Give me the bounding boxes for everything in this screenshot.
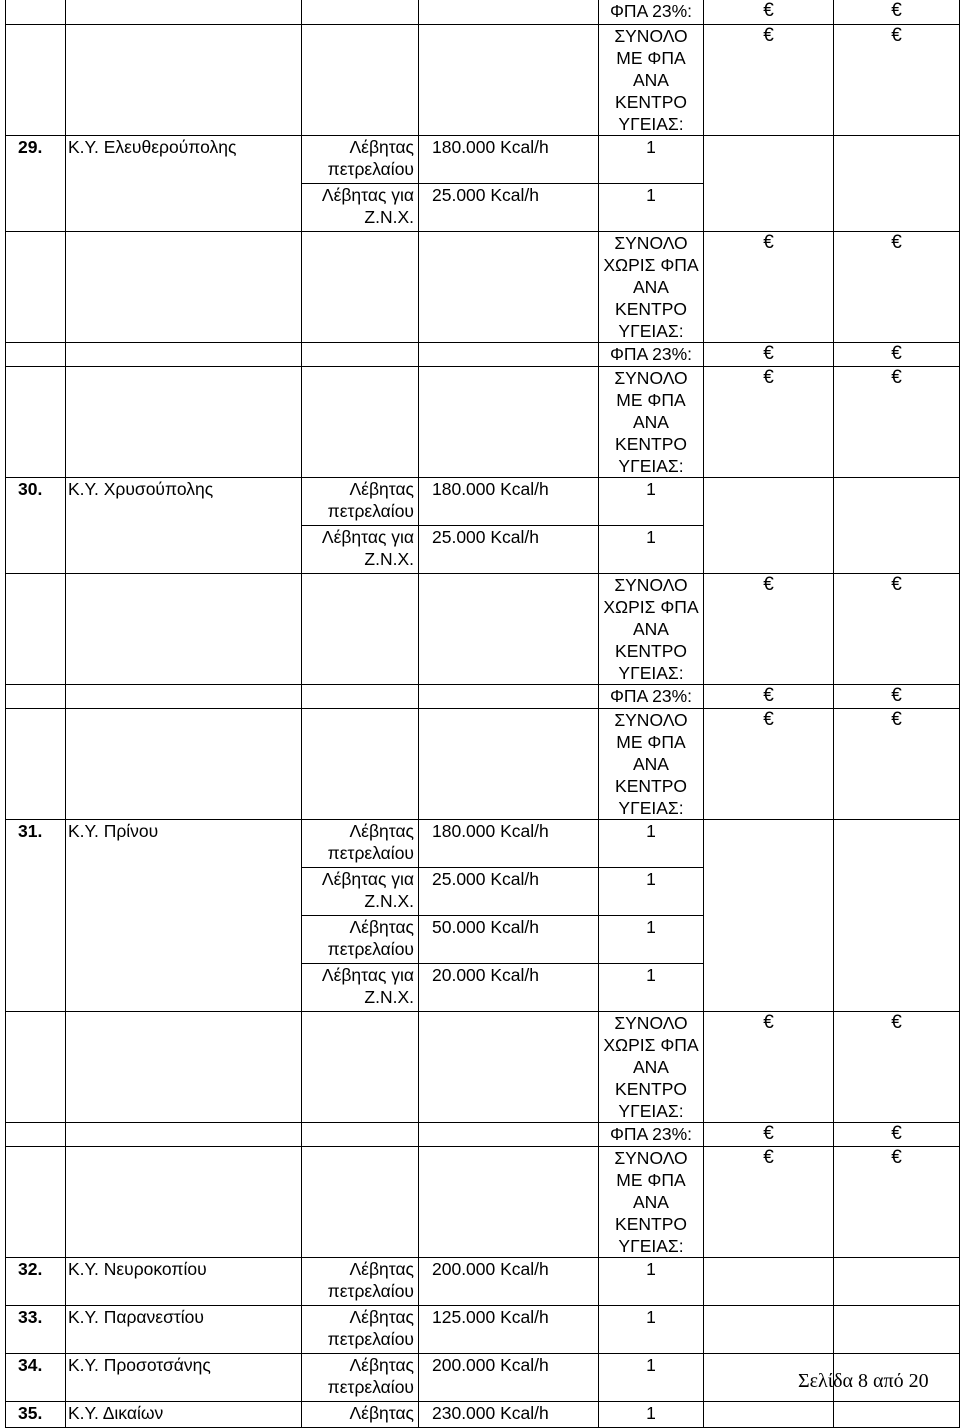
center-number: 29. <box>6 135 66 231</box>
power-value: 180.000 Kcal/h <box>419 819 599 867</box>
center-name: Κ.Υ. Δικαίων <box>66 1401 302 1427</box>
equipment-type: Λέβητας για Ζ.Ν.Χ. <box>302 963 419 1011</box>
equipment-table <box>5 0 960 1428</box>
summary-row-total-without-vat <box>6 573 960 684</box>
euro-symbol: € <box>834 1011 960 1122</box>
center-number: 33. <box>6 1305 66 1353</box>
vat-label: ΦΠΑ 23%: <box>599 1122 704 1146</box>
total-with-vat-label: ΣΥΝΟΛΟ ΜΕ ΦΠΑ ΑΝΑ ΚΕΝΤΡΟ ΥΓΕΙΑΣ: <box>599 24 704 135</box>
euro-symbol: € <box>704 342 834 366</box>
center-name: Κ.Υ. Πρίνου <box>66 819 302 1011</box>
equipment-type: Λέβητας για Ζ.Ν.Χ. <box>302 525 419 573</box>
euro-symbol: € <box>834 24 960 135</box>
total-with-vat-label: ΣΥΝΟΛΟ ΜΕ ΦΠΑ ΑΝΑ ΚΕΝΤΡΟ ΥΓΕΙΑΣ: <box>599 1146 704 1257</box>
euro-symbol: € <box>704 0 834 24</box>
total-without-vat-label: ΣΥΝΟΛΟ ΧΩΡΙΣ ΦΠΑ ΑΝΑ ΚΕΝΤΡΟ ΥΓΕΙΑΣ: <box>599 573 704 684</box>
euro-symbol: € <box>834 366 960 477</box>
quantity: 1 <box>599 1257 704 1305</box>
center-number: 35. <box>6 1401 66 1427</box>
euro-symbol: € <box>704 708 834 819</box>
power-value: 50.000 Kcal/h <box>419 915 599 963</box>
quantity: 1 <box>599 135 704 183</box>
center-number: 31. <box>6 819 66 1011</box>
euro-symbol: € <box>704 573 834 684</box>
euro-symbol: € <box>704 24 834 135</box>
equipment-type: Λέβητας πετρελαίου <box>302 477 419 525</box>
quantity: 1 <box>599 183 704 231</box>
euro-symbol: € <box>704 1146 834 1257</box>
power-value: 230.000 Kcal/h <box>419 1401 599 1427</box>
quantity: 1 <box>599 477 704 525</box>
equipment-type: Λέβητας για Ζ.Ν.Χ. <box>302 867 419 915</box>
summary-row-vat <box>6 342 960 366</box>
euro-symbol: € <box>704 1122 834 1146</box>
vat-label: ΦΠΑ 23%: <box>599 342 704 366</box>
equipment-type: Λέβητας πετρελαίου <box>302 1257 419 1305</box>
center-name: Κ.Υ. Προσοτσάνης <box>66 1353 302 1401</box>
total-without-vat-label: ΣΥΝΟΛΟ ΧΩΡΙΣ ΦΠΑ ΑΝΑ ΚΕΝΤΡΟ ΥΓΕΙΑΣ: <box>599 231 704 342</box>
equipment-type: Λέβητας πετρελαίου <box>302 1353 419 1401</box>
center-number: 32. <box>6 1257 66 1305</box>
center-number: 30. <box>6 477 66 573</box>
euro-symbol: € <box>704 231 834 342</box>
table-row <box>6 477 960 525</box>
euro-symbol: € <box>834 1122 960 1146</box>
quantity: 1 <box>599 1353 704 1401</box>
power-value: 25.000 Kcal/h <box>419 183 599 231</box>
center-name: Κ.Υ. Χρυσούπολης <box>66 477 302 573</box>
summary-row-vat <box>6 1122 960 1146</box>
center-name: Κ.Υ. Ελευθερούπολης <box>66 135 302 231</box>
center-name: Κ.Υ. Νευροκοπίου <box>66 1257 302 1305</box>
euro-symbol: € <box>704 366 834 477</box>
total-with-vat-label: ΣΥΝΟΛΟ ΜΕ ΦΠΑ ΑΝΑ ΚΕΝΤΡΟ ΥΓΕΙΑΣ: <box>599 708 704 819</box>
summary-row-total-with-vat <box>6 1146 960 1257</box>
summary-row-vat <box>6 0 960 24</box>
equipment-type: Λέβητας για Ζ.Ν.Χ. <box>302 183 419 231</box>
euro-symbol: € <box>834 1146 960 1257</box>
power-value: 25.000 Kcal/h <box>419 867 599 915</box>
total-with-vat-label: ΣΥΝΟΛΟ ΜΕ ΦΠΑ ΑΝΑ ΚΕΝΤΡΟ ΥΓΕΙΑΣ: <box>599 366 704 477</box>
center-name: Κ.Υ. Παρανεστίου <box>66 1305 302 1353</box>
euro-symbol: € <box>834 573 960 684</box>
center-number: 34. <box>6 1353 66 1401</box>
quantity: 1 <box>599 867 704 915</box>
euro-symbol: € <box>704 1011 834 1122</box>
quantity: 1 <box>599 1305 704 1353</box>
euro-symbol: € <box>834 231 960 342</box>
table-row <box>6 819 960 867</box>
table-row <box>6 135 960 183</box>
equipment-type: Λέβητας πετρελαίου <box>302 819 419 867</box>
power-value: 180.000 Kcal/h <box>419 135 599 183</box>
euro-symbol: € <box>834 0 960 24</box>
vat-label: ΦΠΑ 23%: <box>599 0 704 24</box>
equipment-type: Λέβητας πετρελαίου <box>302 135 419 183</box>
euro-symbol: € <box>834 342 960 366</box>
summary-row-total-with-vat <box>6 708 960 819</box>
power-value: 125.000 Kcal/h <box>419 1305 599 1353</box>
power-value: 200.000 Kcal/h <box>419 1257 599 1305</box>
euro-symbol: € <box>834 708 960 819</box>
summary-row-total-with-vat <box>6 24 960 135</box>
summary-row-total-with-vat <box>6 366 960 477</box>
power-value: 180.000 Kcal/h <box>419 477 599 525</box>
power-value: 20.000 Kcal/h <box>419 963 599 1011</box>
power-value: 200.000 Kcal/h <box>419 1353 599 1401</box>
table-row <box>6 1401 960 1427</box>
quantity: 1 <box>599 915 704 963</box>
quantity: 1 <box>599 525 704 573</box>
euro-symbol: € <box>704 684 834 708</box>
total-without-vat-label: ΣΥΝΟΛΟ ΧΩΡΙΣ ΦΠΑ ΑΝΑ ΚΕΝΤΡΟ ΥΓΕΙΑΣ: <box>599 1011 704 1122</box>
equipment-type: Λέβητας πετρελαίου <box>302 915 419 963</box>
page-number: Σελίδα 8 από 20 <box>798 1370 929 1392</box>
quantity: 1 <box>599 819 704 867</box>
summary-row-total-without-vat <box>6 231 960 342</box>
summary-row-total-without-vat <box>6 1011 960 1122</box>
table-row <box>6 1305 960 1353</box>
power-value: 25.000 Kcal/h <box>419 525 599 573</box>
table-row <box>6 1257 960 1305</box>
summary-row-vat <box>6 684 960 708</box>
quantity: 1 <box>599 963 704 1011</box>
quantity: 1 <box>599 1401 704 1427</box>
equipment-type: Λέβητας <box>302 1401 419 1427</box>
euro-symbol: € <box>834 684 960 708</box>
equipment-type: Λέβητας πετρελαίου <box>302 1305 419 1353</box>
vat-label: ΦΠΑ 23%: <box>599 684 704 708</box>
